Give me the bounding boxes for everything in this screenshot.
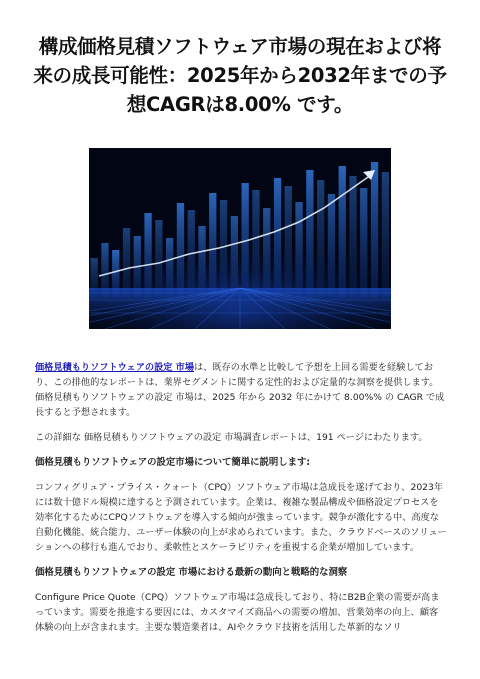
illustration-bar	[317, 180, 324, 298]
illustration-bar	[339, 166, 346, 298]
article-body	[35, 360, 447, 645]
illustration-bar	[198, 226, 205, 298]
hero-image	[89, 148, 391, 329]
intro-paragraph	[35, 360, 447, 420]
illustration-bar	[155, 220, 162, 298]
pages-line: この詳細な 価格見積もりソフトウェアの設定 市場調査レポートは、191 ページにわたります。	[35, 432, 428, 443]
illustration-bar	[231, 216, 238, 298]
growth-chart-illustration	[89, 148, 391, 329]
section1-body: コンフィグリュア・プライス・クォート（CPQ）ソフトウェア市場は急成長を遂げており、2023年には数十億ドル規模に達すると予測されています。企業は、複雑な製品構成や価格設定プロセスを効率化するためにCPQソフトウェアを導入する傾向が強まっています。競争が激化する中、高度な自動化機能、統合能力、ユーザー体験の向上が求められています。また、クラウドベースのソリューションへの移行も進んでおり、柔軟性とスケーラビリティを重視する企業が増加しています。	[35, 482, 447, 553]
illustration-bar	[371, 162, 378, 298]
intro-text: は、既存の水準と比較して予想を上回る需要を経験しており、この排他的なレポートは、業界セグメントに関する定性的および定量的な洞察を提供します。 価格見積もりソフトウェアの設定 市場は、2025 年から 2032 年にかけて 8.00%% の CAGR で成長すると予想されます。	[35, 362, 445, 418]
illustration-bar	[252, 190, 259, 298]
illustration-bar	[274, 178, 281, 298]
illustration-bar	[144, 213, 151, 298]
illustration-bar	[209, 193, 216, 298]
illustration-bar	[177, 203, 184, 298]
illustration-bar	[220, 200, 227, 298]
section2-heading: 価格見積もりソフトウェアの設定 市場における最新の動向と戦略的な洞察	[35, 567, 348, 578]
section1-heading: 価格見積もりソフトウェアの設定市場について簡単に説明します:	[35, 457, 311, 468]
illustration-bar	[285, 186, 292, 298]
illustration-bar	[123, 228, 130, 298]
illustration-bar	[360, 188, 367, 298]
illustration-bar	[295, 202, 302, 298]
page-title: 構成価格見積ソフトウェア市場の現在および将来の成長可能性：2025年から2032年までの予想CAGRは8.00% です。	[33, 35, 447, 116]
illustration-bar	[263, 208, 270, 298]
illustration-bar	[382, 172, 389, 298]
illustration-bar	[349, 176, 356, 298]
section2-body: Configure Price Quote（CPQ）ソフトウェア市場は急成長しており、特にB2B企業の需要が高まっています。需要を推進する要因には、カスタマイズ商品への需要の増加、営業効率の向上、顧客体験の向上が含まれます。主要な製造業者は、AIやクラウド技術を活用した革新的なソリ	[35, 592, 440, 633]
illustration-bar	[328, 194, 335, 298]
market-link[interactable]: 価格見積もりソフトウェアの設定 市場	[35, 362, 195, 373]
illustration-bar	[306, 170, 313, 298]
